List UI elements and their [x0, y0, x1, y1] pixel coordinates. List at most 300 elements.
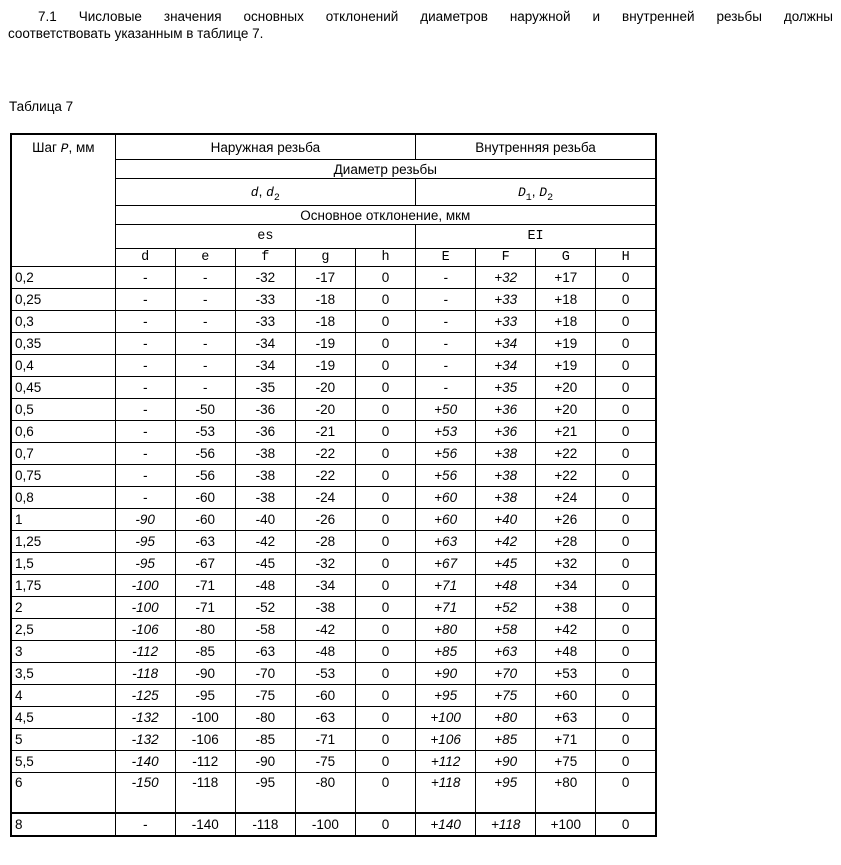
D1-symbol: D: [517, 185, 526, 200]
pitch-cell: 0,3: [11, 311, 115, 333]
value-cell: -38: [295, 597, 355, 619]
value-cell: 0: [596, 399, 656, 421]
paragraph-7-1-line1: 7.1 Числовые значения основных отклонений диаметров наружной и внутренней резьбы должны: [38, 9, 833, 24]
value-cell: +60: [416, 487, 476, 509]
value-cell: 0: [355, 619, 415, 641]
value-cell: -70: [235, 663, 295, 685]
value-cell: -: [115, 267, 175, 289]
value-cell: 0: [355, 685, 415, 707]
value-cell: +71: [416, 575, 476, 597]
value-cell: +38: [476, 487, 536, 509]
value-cell: -90: [175, 663, 235, 685]
value-cell: +80: [416, 619, 476, 641]
value-cell: -36: [235, 399, 295, 421]
value-cell: +45: [476, 553, 536, 575]
value-cell: 0: [355, 289, 415, 311]
value-cell: +42: [536, 619, 596, 641]
pitch-cell: 1: [11, 509, 115, 531]
value-cell: 0: [596, 751, 656, 773]
value-cell: +118: [476, 813, 536, 836]
value-cell: -32: [235, 267, 295, 289]
pitch-cell: 5: [11, 729, 115, 751]
table-row: [11, 553, 656, 575]
value-cell: -45: [235, 553, 295, 575]
pitch-symbol: P: [60, 141, 69, 156]
value-cell: -48: [295, 641, 355, 663]
document-page: [0, 9, 841, 837]
value-cell: +85: [476, 729, 536, 751]
value-cell: -100: [115, 575, 175, 597]
table-row: [11, 311, 656, 333]
pitch-cell: 3: [11, 641, 115, 663]
value-cell: +32: [536, 553, 596, 575]
d-symbol: d: [250, 185, 259, 200]
value-cell: +95: [476, 773, 536, 814]
value-cell: +19: [536, 333, 596, 355]
value-cell: +20: [536, 399, 596, 421]
value-cell: +112: [416, 751, 476, 773]
value-cell: -34: [295, 575, 355, 597]
value-cell: +53: [416, 421, 476, 443]
value-cell: -48: [235, 575, 295, 597]
column-letter-E: E: [416, 249, 476, 267]
value-cell: 0: [355, 813, 415, 836]
d2-symbol-sub: 2: [273, 193, 280, 204]
value-cell: +40: [476, 509, 536, 531]
table-body: [11, 267, 656, 837]
value-cell: +71: [416, 597, 476, 619]
value-cell: -18: [295, 311, 355, 333]
value-cell: -132: [115, 707, 175, 729]
value-cell: 0: [355, 509, 415, 531]
value-cell: -33: [235, 311, 295, 333]
value-cell: +36: [476, 399, 536, 421]
value-cell: -: [175, 355, 235, 377]
value-cell: +63: [416, 531, 476, 553]
value-cell: +38: [536, 597, 596, 619]
value-cell: 0: [355, 267, 415, 289]
value-cell: +90: [416, 663, 476, 685]
value-cell: 0: [596, 663, 656, 685]
value-cell: -112: [175, 751, 235, 773]
pitch-cell: 6: [11, 773, 115, 814]
value-cell: -: [175, 377, 235, 399]
table-row: [11, 531, 656, 553]
value-cell: -53: [175, 421, 235, 443]
value-cell: -38: [235, 487, 295, 509]
value-cell: +26: [536, 509, 596, 531]
value-cell: 0: [596, 509, 656, 531]
value-cell: -18: [295, 289, 355, 311]
pitch-unit: , мм: [68, 140, 95, 155]
value-cell: +33: [476, 311, 536, 333]
value-cell: -42: [235, 531, 295, 553]
value-cell: +67: [416, 553, 476, 575]
value-cell: 0: [355, 465, 415, 487]
D1-symbol-sub: 1: [525, 193, 532, 204]
column-letter-e: e: [175, 249, 235, 267]
value-cell: +19: [536, 355, 596, 377]
table-caption: Таблица 7: [9, 99, 74, 114]
value-cell: -80: [295, 773, 355, 814]
value-cell: 0: [355, 553, 415, 575]
pitch-cell: 1,25: [11, 531, 115, 553]
pitch-cell: 0,6: [11, 421, 115, 443]
value-cell: -132: [115, 729, 175, 751]
pitch-cell: 0,5: [11, 399, 115, 421]
value-cell: +60: [416, 509, 476, 531]
value-cell: +56: [416, 443, 476, 465]
value-cell: 0: [355, 663, 415, 685]
value-cell: -38: [235, 443, 295, 465]
pitch-cell: 8: [11, 813, 115, 836]
value-cell: +21: [536, 421, 596, 443]
value-cell: -60: [295, 685, 355, 707]
value-cell: 0: [596, 685, 656, 707]
value-cell: -34: [235, 355, 295, 377]
value-cell: -17: [295, 267, 355, 289]
value-cell: -140: [175, 813, 235, 836]
value-cell: -71: [175, 575, 235, 597]
value-cell: -95: [115, 553, 175, 575]
pitch-cell: 0,45: [11, 377, 115, 399]
pitch-column-header: [11, 134, 115, 267]
value-cell: -95: [175, 685, 235, 707]
value-cell: 0: [596, 355, 656, 377]
value-cell: -63: [175, 531, 235, 553]
column-letter-H: H: [596, 249, 656, 267]
value-cell: -: [115, 813, 175, 836]
value-cell: -125: [115, 685, 175, 707]
value-cell: 0: [355, 707, 415, 729]
table-row: [11, 729, 656, 751]
D-symbols-header: [416, 179, 656, 206]
value-cell: -: [416, 311, 476, 333]
table-row: [11, 377, 656, 399]
value-cell: 0: [355, 311, 415, 333]
value-cell: +118: [416, 773, 476, 814]
value-cell: -: [175, 311, 235, 333]
value-cell: +58: [476, 619, 536, 641]
value-cell: -90: [235, 751, 295, 773]
table-row: [11, 685, 656, 707]
external-thread-header: Наружная резьба: [115, 134, 415, 160]
value-cell: -80: [235, 707, 295, 729]
value-cell: 0: [596, 487, 656, 509]
value-cell: -95: [115, 531, 175, 553]
value-cell: -100: [115, 597, 175, 619]
value-cell: 0: [596, 311, 656, 333]
value-cell: -100: [295, 813, 355, 836]
value-cell: -63: [295, 707, 355, 729]
value-cell: -: [416, 377, 476, 399]
table-row: [11, 773, 656, 814]
value-cell: -90: [115, 509, 175, 531]
separator: ,: [531, 184, 540, 199]
value-cell: -32: [295, 553, 355, 575]
value-cell: -36: [235, 421, 295, 443]
value-cell: 0: [596, 729, 656, 751]
value-cell: 0: [596, 813, 656, 836]
value-cell: -: [115, 443, 175, 465]
D2-symbol: D: [539, 185, 548, 200]
value-cell: +63: [476, 641, 536, 663]
table-row: [11, 619, 656, 641]
value-cell: +75: [536, 751, 596, 773]
column-letter-G: G: [536, 249, 596, 267]
value-cell: -: [115, 355, 175, 377]
value-cell: 0: [596, 421, 656, 443]
pitch-cell: 0,8: [11, 487, 115, 509]
pitch-cell: 2,5: [11, 619, 115, 641]
value-cell: -85: [175, 641, 235, 663]
pitch-cell: 1,5: [11, 553, 115, 575]
value-cell: -42: [295, 619, 355, 641]
pitch-cell: 0,75: [11, 465, 115, 487]
value-cell: -150: [115, 773, 175, 814]
table-row: [11, 707, 656, 729]
value-cell: 0: [355, 487, 415, 509]
table-row: [11, 465, 656, 487]
value-cell: -100: [175, 707, 235, 729]
value-cell: 0: [596, 575, 656, 597]
value-cell: +20: [536, 377, 596, 399]
value-cell: -71: [175, 597, 235, 619]
value-cell: +50: [416, 399, 476, 421]
value-cell: 0: [355, 597, 415, 619]
paragraph-7-1-line2: соответствовать указанным в таблице 7.: [8, 25, 264, 41]
value-cell: -75: [235, 685, 295, 707]
value-cell: -20: [295, 399, 355, 421]
pitch-cell: 1,75: [11, 575, 115, 597]
value-cell: -106: [175, 729, 235, 751]
value-cell: -34: [235, 333, 295, 355]
value-cell: -: [175, 289, 235, 311]
header-row-thread-type: [11, 134, 656, 160]
ei-header: EI: [416, 225, 656, 249]
table-row: [11, 751, 656, 773]
value-cell: +33: [476, 289, 536, 311]
value-cell: -95: [235, 773, 295, 814]
value-cell: 0: [596, 377, 656, 399]
value-cell: -75: [295, 751, 355, 773]
value-cell: +70: [476, 663, 536, 685]
value-cell: -38: [235, 465, 295, 487]
value-cell: +18: [536, 289, 596, 311]
value-cell: +60: [536, 685, 596, 707]
value-cell: -: [115, 289, 175, 311]
value-cell: -35: [235, 377, 295, 399]
value-cell: +106: [416, 729, 476, 751]
value-cell: -106: [115, 619, 175, 641]
separator: ,: [258, 184, 267, 199]
deviation-title: Основное отклонение, мкм: [115, 206, 656, 225]
table-row: [11, 399, 656, 421]
column-letter-F: F: [476, 249, 536, 267]
value-cell: 0: [355, 355, 415, 377]
table-row: [11, 663, 656, 685]
value-cell: +36: [476, 421, 536, 443]
column-letter-d: d: [115, 249, 175, 267]
value-cell: -60: [175, 509, 235, 531]
value-cell: -: [416, 289, 476, 311]
column-letter-g: g: [295, 249, 355, 267]
value-cell: 0: [355, 751, 415, 773]
pitch-cell: 4: [11, 685, 115, 707]
value-cell: 0: [596, 773, 656, 814]
value-cell: -58: [235, 619, 295, 641]
pitch-cell: 0,4: [11, 355, 115, 377]
column-letter-f: f: [235, 249, 295, 267]
value-cell: +80: [476, 707, 536, 729]
value-cell: +24: [536, 487, 596, 509]
value-cell: 0: [355, 421, 415, 443]
table-7: [10, 133, 657, 837]
table-row: [11, 289, 656, 311]
value-cell: 0: [355, 377, 415, 399]
value-cell: -26: [295, 509, 355, 531]
value-cell: -50: [175, 399, 235, 421]
table-row: [11, 443, 656, 465]
value-cell: +95: [416, 685, 476, 707]
pitch-cell: 0,7: [11, 443, 115, 465]
value-cell: -33: [235, 289, 295, 311]
value-cell: -: [416, 267, 476, 289]
value-cell: -118: [175, 773, 235, 814]
value-cell: -: [416, 355, 476, 377]
value-cell: 0: [355, 399, 415, 421]
value-cell: +42: [476, 531, 536, 553]
value-cell: +28: [536, 531, 596, 553]
value-cell: -118: [235, 813, 295, 836]
pitch-cell: 3,5: [11, 663, 115, 685]
value-cell: 0: [355, 443, 415, 465]
value-cell: +71: [536, 729, 596, 751]
table-row: [11, 421, 656, 443]
value-cell: +22: [536, 443, 596, 465]
value-cell: -: [115, 399, 175, 421]
value-cell: -80: [175, 619, 235, 641]
value-cell: +53: [536, 663, 596, 685]
value-cell: -118: [115, 663, 175, 685]
value-cell: 0: [596, 707, 656, 729]
value-cell: 0: [596, 333, 656, 355]
column-letter-h: h: [355, 249, 415, 267]
value-cell: +38: [476, 443, 536, 465]
diameter-title: Диаметр резьбы: [115, 160, 656, 179]
table-row: [11, 355, 656, 377]
value-cell: 0: [596, 641, 656, 663]
value-cell: +100: [416, 707, 476, 729]
value-cell: 0: [355, 531, 415, 553]
table-row: [11, 487, 656, 509]
value-cell: +34: [536, 575, 596, 597]
value-cell: +35: [476, 377, 536, 399]
table-row: [11, 333, 656, 355]
value-cell: -56: [175, 443, 235, 465]
value-cell: +48: [536, 641, 596, 663]
table-row: [11, 641, 656, 663]
table-row: [11, 597, 656, 619]
value-cell: +32: [476, 267, 536, 289]
value-cell: 0: [355, 575, 415, 597]
value-cell: -19: [295, 355, 355, 377]
value-cell: +75: [476, 685, 536, 707]
value-cell: +90: [476, 751, 536, 773]
value-cell: +48: [476, 575, 536, 597]
value-cell: 0: [596, 267, 656, 289]
value-cell: -53: [295, 663, 355, 685]
d-symbols-header: [115, 179, 415, 206]
es-header: es: [115, 225, 415, 249]
value-cell: -: [175, 267, 235, 289]
value-cell: +38: [476, 465, 536, 487]
value-cell: 0: [596, 443, 656, 465]
value-cell: +22: [536, 465, 596, 487]
value-cell: -67: [175, 553, 235, 575]
value-cell: 0: [596, 553, 656, 575]
value-cell: +140: [416, 813, 476, 836]
value-cell: -: [115, 487, 175, 509]
value-cell: 0: [596, 531, 656, 553]
value-cell: -140: [115, 751, 175, 773]
value-cell: -22: [295, 465, 355, 487]
value-cell: +34: [476, 333, 536, 355]
value-cell: -19: [295, 333, 355, 355]
value-cell: -: [416, 333, 476, 355]
pitch-cell: 5,5: [11, 751, 115, 773]
value-cell: +56: [416, 465, 476, 487]
value-cell: 0: [355, 641, 415, 663]
value-cell: 0: [596, 465, 656, 487]
value-cell: -24: [295, 487, 355, 509]
pitch-label: Шаг: [32, 140, 57, 155]
pitch-cell: 4,5: [11, 707, 115, 729]
value-cell: -: [115, 333, 175, 355]
value-cell: 0: [596, 619, 656, 641]
value-cell: 0: [355, 773, 415, 814]
pitch-cell: 0,2: [11, 267, 115, 289]
value-cell: -85: [235, 729, 295, 751]
pitch-cell: 2: [11, 597, 115, 619]
value-cell: +17: [536, 267, 596, 289]
value-cell: +100: [536, 813, 596, 836]
d2-symbol: d: [266, 185, 274, 200]
table-row: [11, 267, 656, 289]
value-cell: -56: [175, 465, 235, 487]
value-cell: -52: [235, 597, 295, 619]
value-cell: -112: [115, 641, 175, 663]
value-cell: 0: [596, 597, 656, 619]
value-cell: -40: [235, 509, 295, 531]
value-cell: +85: [416, 641, 476, 663]
value-cell: -: [115, 465, 175, 487]
value-cell: -: [115, 311, 175, 333]
value-cell: +34: [476, 355, 536, 377]
value-cell: -63: [235, 641, 295, 663]
value-cell: +80: [536, 773, 596, 814]
D2-symbol-sub: 2: [547, 193, 554, 204]
value-cell: +63: [536, 707, 596, 729]
value-cell: -60: [175, 487, 235, 509]
table-row: [11, 509, 656, 531]
value-cell: -28: [295, 531, 355, 553]
value-cell: +52: [476, 597, 536, 619]
value-cell: -: [175, 333, 235, 355]
value-cell: 0: [355, 729, 415, 751]
table-row: [11, 813, 656, 836]
value-cell: -: [115, 421, 175, 443]
